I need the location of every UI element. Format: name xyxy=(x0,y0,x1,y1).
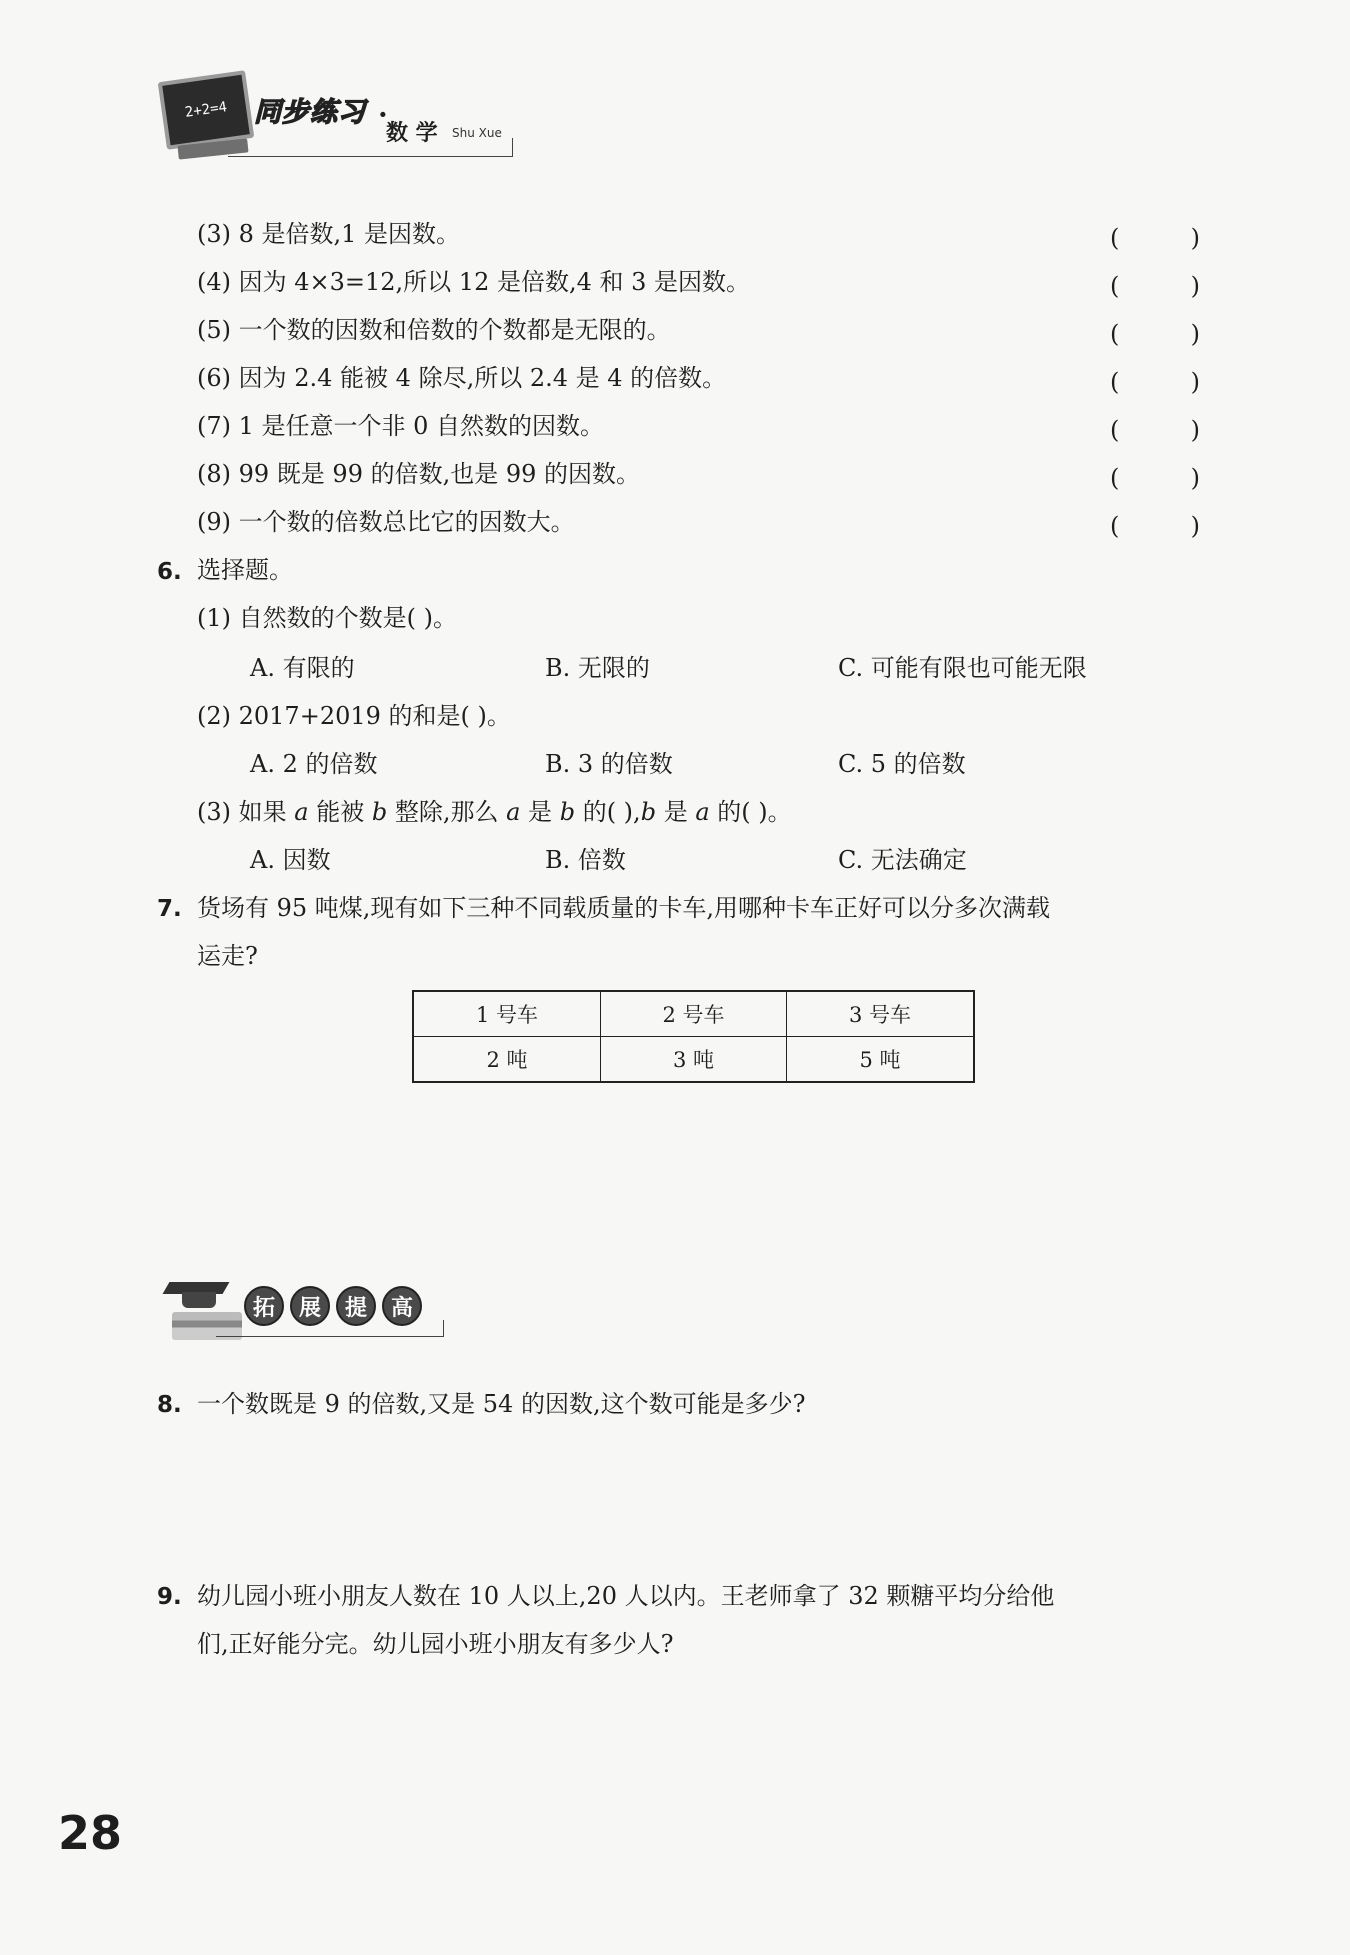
table-cell: 2 吨 xyxy=(413,1037,600,1083)
option-a[interactable]: A. 因数 xyxy=(250,846,331,874)
option-b[interactable]: B. 倍数 xyxy=(545,846,626,874)
extension-section-banner xyxy=(156,1268,446,1348)
table-row xyxy=(413,1037,974,1083)
option-c[interactable]: C. 5 的倍数 xyxy=(838,750,966,778)
page-header xyxy=(158,70,518,165)
tf-item-6: (6) 因为 2.4 能被 4 除尽,所以 2.4 是 4 的倍数。 xyxy=(197,364,727,392)
sub-question-1: (1) 自然数的个数是( )。 xyxy=(197,604,457,632)
table-cell: 3 吨 xyxy=(600,1037,786,1083)
paren-open: ( xyxy=(1110,464,1120,492)
tf-item-3: (3) 8 是倍数,1 是因数。 xyxy=(197,220,461,248)
question-title: 选择题。 xyxy=(197,556,293,584)
question-number: 9. xyxy=(157,1584,182,1610)
title-char: 展 xyxy=(290,1286,330,1326)
title-char: 提 xyxy=(336,1286,376,1326)
question-text-line-2: 运走? xyxy=(197,942,258,970)
answer-blank-4[interactable] xyxy=(1110,270,1200,302)
variable-b: b xyxy=(559,798,576,826)
tf-item-7: (7) 1 是任意一个非 0 自然数的因数。 xyxy=(197,412,605,440)
question-text-line-1: 货场有 95 吨煤,现有如下三种不同载质量的卡车,用哪种卡车正好可以分多次满载 xyxy=(197,894,1051,922)
header-divider xyxy=(228,156,513,157)
table-cell: 3 号车 xyxy=(787,991,975,1037)
text-segment: 能被 xyxy=(308,798,372,826)
question-number: 8. xyxy=(157,1392,182,1418)
sub-question-3 xyxy=(197,796,792,828)
answer-blank-5[interactable] xyxy=(1110,318,1200,350)
question-number: 6. xyxy=(157,559,182,585)
paren-open: ( xyxy=(1110,368,1120,396)
paren-open: ( xyxy=(1110,224,1120,252)
paren-close: ) xyxy=(1190,224,1200,252)
tf-item-8: (8) 99 既是 99 的倍数,也是 99 的因数。 xyxy=(197,460,641,488)
paren-close: ) xyxy=(1190,272,1200,300)
text-segment: 的( )。 xyxy=(709,798,792,826)
banner-divider xyxy=(216,1336,444,1337)
title-char: 高 xyxy=(382,1286,422,1326)
table-cell: 5 吨 xyxy=(787,1037,975,1083)
option-c[interactable]: C. 无法确定 xyxy=(838,846,967,874)
sub-question-2: (2) 2017+2019 的和是( )。 xyxy=(197,702,511,730)
header-divider-tick xyxy=(512,138,513,156)
paren-close: ) xyxy=(1190,416,1200,444)
option-a[interactable]: A. 2 的倍数 xyxy=(250,750,378,778)
text-segment: 的( ), xyxy=(575,798,641,826)
variable-b: b xyxy=(640,798,657,826)
header-pinyin: Shu Xue xyxy=(452,126,502,140)
variable-a: a xyxy=(294,798,309,826)
text-segment: 整除,那么 xyxy=(387,798,507,826)
answer-blank-8[interactable] xyxy=(1110,462,1200,494)
paren-open: ( xyxy=(1110,416,1120,444)
table-cell: 1 号车 xyxy=(413,991,600,1037)
tf-item-4: (4) 因为 4×3=12,所以 12 是倍数,4 和 3 是因数。 xyxy=(197,268,751,296)
paren-open: ( xyxy=(1110,272,1120,300)
paren-close: ) xyxy=(1190,320,1200,348)
extension-title xyxy=(244,1286,422,1326)
page-number: 28 xyxy=(58,1806,123,1860)
answer-blank-7[interactable] xyxy=(1110,414,1200,446)
answer-blank-6[interactable] xyxy=(1110,366,1200,398)
truck-capacity-table xyxy=(412,990,975,1083)
paren-open: ( xyxy=(1110,512,1120,540)
paren-close: ) xyxy=(1190,464,1200,492)
table-cell: 2 号车 xyxy=(600,991,786,1037)
question-number: 7. xyxy=(157,896,182,922)
chalkboard-icon xyxy=(158,70,255,150)
header-subject: 数 学 xyxy=(386,121,438,146)
header-title: 同步练习 xyxy=(254,97,366,128)
text-segment: (3) 如果 xyxy=(197,798,295,826)
variable-b: b xyxy=(371,798,388,826)
chalkboard-text: 2+2=4 xyxy=(184,99,228,121)
table-header-row xyxy=(413,991,974,1037)
title-char: 拓 xyxy=(244,1286,284,1326)
variable-a: a xyxy=(695,798,710,826)
answer-blank-9[interactable] xyxy=(1110,510,1200,542)
paren-close: ) xyxy=(1190,368,1200,396)
banner-divider-tick xyxy=(443,1320,444,1336)
option-b[interactable]: B. 无限的 xyxy=(545,654,650,682)
header-separator-dot: · xyxy=(378,98,388,131)
text-segment: 是 xyxy=(520,798,560,826)
paren-open: ( xyxy=(1110,320,1120,348)
question-text-line-2: 们,正好能分完。幼儿园小班小朋友有多少人? xyxy=(197,1630,674,1658)
option-a[interactable]: A. 有限的 xyxy=(250,654,355,682)
option-c[interactable]: C. 可能有限也可能无限 xyxy=(838,654,1087,682)
variable-a: a xyxy=(506,798,521,826)
option-b[interactable]: B. 3 的倍数 xyxy=(545,750,673,778)
question-text: 一个数既是 9 的倍数,又是 54 的因数,这个数可能是多少? xyxy=(197,1390,806,1418)
graduation-cap-base xyxy=(182,1292,216,1308)
answer-blank-3[interactable] xyxy=(1110,222,1200,254)
paren-close: ) xyxy=(1190,512,1200,540)
tf-item-5: (5) 一个数的因数和倍数的个数都是无限的。 xyxy=(197,316,671,344)
tf-item-9: (9) 一个数的倍数总比它的因数大。 xyxy=(197,508,575,536)
question-text-line-1: 幼儿园小班小朋友人数在 10 人以上,20 人以内。王老师拿了 32 颗糖平均分给他 xyxy=(197,1582,1055,1610)
text-segment: 是 xyxy=(656,798,696,826)
